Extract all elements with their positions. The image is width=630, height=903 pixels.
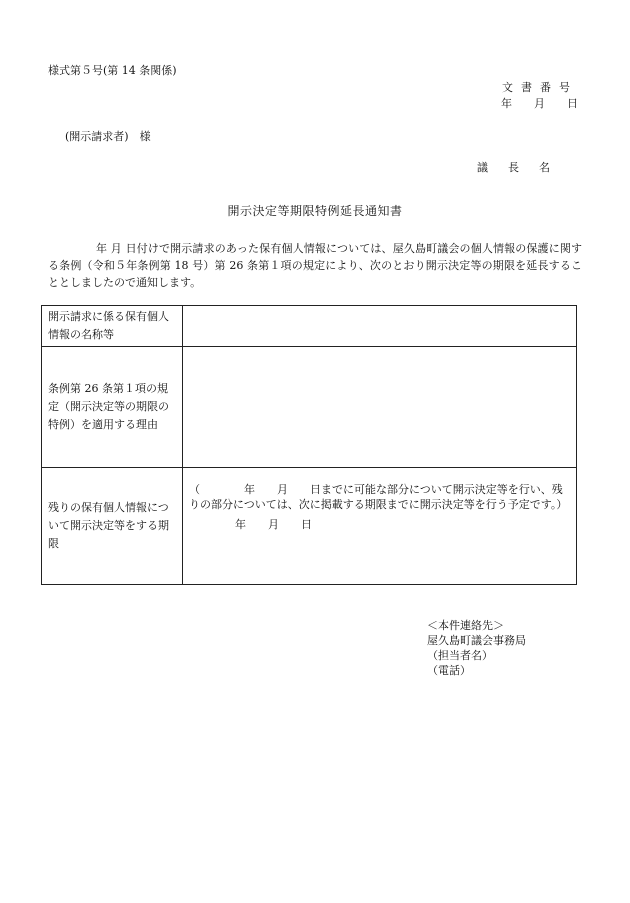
row-label-deadline: 残りの保有個人情報について開示決定等をする期限	[42, 468, 183, 585]
addressee: (開示請求者) 様	[65, 130, 151, 143]
contact-phone: （電話）	[427, 664, 471, 677]
row-value-reason	[183, 347, 577, 468]
contact-person: （担当者名）	[427, 649, 493, 662]
notice-body: 年 月 日付けで開示請求のあった保有個人情報については、屋久島町議会の個人情報の保護に関する条例（令和５年条例第 18 号）第 26 条第１項の規定により、次のとおり開示決定等の期限を延長することとしましたので通知します。	[48, 242, 582, 289]
document-number-label: 文書番号	[502, 81, 578, 94]
table-row	[42, 468, 577, 585]
contact-heading: ＜本件連絡先＞	[427, 619, 504, 632]
chairman-name-label: 議長名	[477, 161, 570, 174]
date-month: 月	[534, 97, 545, 110]
date-year: 年	[501, 97, 512, 110]
form-number: 様式第５号(第 14 条関係)	[48, 64, 177, 77]
row-value-deadline	[183, 468, 577, 585]
row-label-info-name: 開示請求に係る保有個人情報の名称等	[42, 306, 183, 347]
deadline-description: （ 年 月 日までに可能な部分について開示決定等を行い、残りの部分については、次に掲載する期限までに開示決定等を行う予定です。）	[189, 483, 568, 511]
row-value-info-name	[183, 306, 577, 347]
issue-date	[501, 97, 578, 110]
date-day: 日	[567, 97, 578, 110]
contact-office: 屋久島町議会事務局	[427, 634, 526, 647]
document-title: 開示決定等期限特例延長通知書	[227, 204, 403, 218]
table-row	[42, 347, 577, 468]
row-label-reason: 条例第 26 条第１項の規定（開示決定等の期限の特例）を適用する理由	[42, 347, 183, 468]
info-table	[41, 305, 577, 585]
table-row	[42, 306, 577, 347]
contact-block	[427, 618, 526, 678]
deadline-date: 年 月 日	[235, 518, 312, 531]
